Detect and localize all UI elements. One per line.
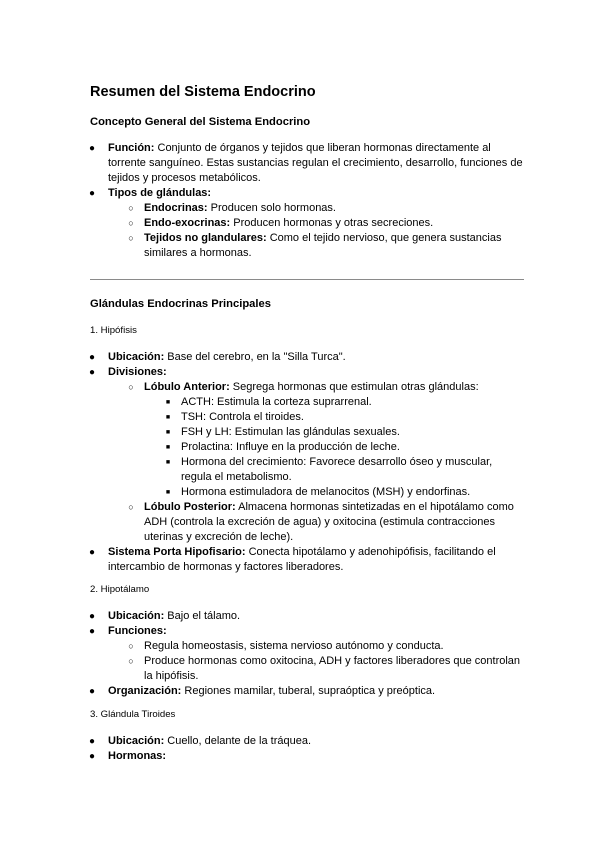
list-item-lobulo-anterior bbox=[144, 380, 479, 395]
bullet-dot-icon: ● bbox=[88, 626, 96, 637]
bullet-circle-icon: ○ bbox=[128, 656, 134, 666]
bullet-dot-icon: ● bbox=[88, 611, 96, 622]
subsection-heading-hipofisis: 1. Hipófisis bbox=[90, 325, 137, 336]
section-heading-concepto: Concepto General del Sistema Endocrino bbox=[90, 116, 311, 128]
list-item-msh: Hormona estimuladora de melanocitos (MSH) y endorfinas. bbox=[181, 486, 471, 498]
label-funcion: Función: bbox=[108, 142, 155, 154]
subsection-heading-hipotalamo: 2. Hipotálamo bbox=[90, 584, 150, 595]
bullet-circle-icon: ○ bbox=[128, 641, 134, 651]
text-line: intercambio de hormonas y factores liberadores. bbox=[108, 561, 344, 573]
text-endocrinas: Producen solo hormonas. bbox=[207, 202, 336, 214]
list-item-lobulo-posterior bbox=[144, 500, 514, 515]
bullet-square-icon: ■ bbox=[165, 399, 171, 406]
text-ubicacion: Bajo el tálamo. bbox=[164, 610, 241, 622]
label-ubicacion: Ubicación: bbox=[108, 735, 165, 747]
bullet-circle-icon: ○ bbox=[128, 203, 134, 213]
label-organizacion: Organización: bbox=[108, 685, 182, 697]
list-item-endocrinas bbox=[144, 201, 336, 216]
bullet-dot-icon: ● bbox=[88, 352, 96, 363]
list-item-organizacion bbox=[108, 684, 435, 699]
label-tejidos: Tejidos no glandulares: bbox=[144, 232, 267, 244]
bullet-circle-icon: ○ bbox=[128, 502, 134, 512]
bullet-square-icon: ■ bbox=[165, 444, 171, 451]
bullet-circle-icon: ○ bbox=[128, 233, 134, 243]
page-title: Resumen del Sistema Endocrino bbox=[90, 84, 316, 100]
list-item-ubicacion bbox=[108, 350, 346, 365]
text-line: tejidos y procesos metabólicos. bbox=[108, 172, 261, 184]
text-line: uterinas y excreción de leche). bbox=[144, 531, 294, 543]
text-ubicacion: Base del cerebro, en la "Silla Turca". bbox=[164, 351, 346, 363]
text-line: similares a hormonas. bbox=[144, 247, 252, 259]
list-item-divisiones: Divisiones: bbox=[108, 366, 167, 378]
bullet-circle-icon: ○ bbox=[128, 382, 134, 392]
list-item-fsh: FSH y LH: Estimulan las glándulas sexuales. bbox=[181, 426, 400, 438]
subsection-heading-tiroides: 3. Glándula Tiroides bbox=[90, 709, 176, 720]
text-sistema-porta: Conecta hipotálamo y adenohipófisis, facilitando el bbox=[245, 546, 496, 558]
horizontal-divider bbox=[90, 279, 524, 280]
list-item-endoexocrinas bbox=[144, 216, 433, 231]
text-line: la hipófisis. bbox=[144, 670, 199, 682]
list-item-hormonas: Hormonas: bbox=[108, 750, 167, 762]
label-ubicacion: Ubicación: bbox=[108, 610, 165, 622]
bullet-dot-icon: ● bbox=[88, 188, 96, 199]
bullet-dot-icon: ● bbox=[88, 547, 96, 558]
list-item-funcion-2: Produce hormonas como oxitocina, ADH y factores liberadores que controlan bbox=[144, 655, 521, 667]
bullet-dot-icon: ● bbox=[88, 367, 96, 378]
label-sistema-porta: Sistema Porta Hipofisario: bbox=[108, 546, 246, 558]
list-item-tsh: TSH: Controla el tiroides. bbox=[181, 411, 304, 423]
list-item-funciones: Funciones: bbox=[108, 625, 167, 637]
list-item-tejidos bbox=[144, 231, 501, 246]
label-endocrinas: Endocrinas: bbox=[144, 202, 208, 214]
list-item-ubicacion bbox=[108, 734, 311, 749]
text-line: torrente sanguíneo. Estas sustancias regulan el crecimiento, desarrollo, funciones de bbox=[108, 157, 523, 169]
label-lobulo-anterior: Lóbulo Anterior: bbox=[144, 381, 230, 393]
list-item-tipos: Tipos de glándulas: bbox=[108, 187, 212, 199]
list-item-sistema-porta bbox=[108, 545, 496, 560]
text-organizacion: Regiones mamilar, tuberal, supraóptica y preóptica. bbox=[181, 685, 436, 697]
text-lobulo-posterior: Almacena hormonas sintetizadas en el hipotálamo como bbox=[235, 501, 514, 513]
label-lobulo-posterior: Lóbulo Posterior: bbox=[144, 501, 236, 513]
bullet-square-icon: ■ bbox=[165, 414, 171, 421]
label-endoexocrinas: Endo-exocrinas: bbox=[144, 217, 231, 229]
text-lobulo-anterior: Segrega hormonas que estimulan otras glándulas: bbox=[229, 381, 479, 393]
bullet-dot-icon: ● bbox=[88, 736, 96, 747]
list-item-gh: Hormona del crecimiento: Favorece desarrollo óseo y muscular, bbox=[181, 456, 493, 468]
text-funcion: Conjunto de órganos y tejidos que liberan hormonas directamente al bbox=[154, 142, 491, 154]
text-tejidos: Como el tejido nervioso, que genera sustancias bbox=[266, 232, 502, 244]
text-line: regula el metabolismo. bbox=[181, 471, 292, 483]
bullet-square-icon: ■ bbox=[165, 459, 171, 466]
label-ubicacion: Ubicación: bbox=[108, 351, 165, 363]
bullet-circle-icon: ○ bbox=[128, 218, 134, 228]
list-item-prolactina: Prolactina: Influye en la producción de leche. bbox=[181, 441, 400, 453]
bullet-dot-icon: ● bbox=[88, 751, 96, 762]
bullet-dot-icon: ● bbox=[88, 143, 96, 154]
text-ubicacion: Cuello, delante de la tráquea. bbox=[164, 735, 312, 747]
bullet-square-icon: ■ bbox=[165, 489, 171, 496]
list-item-funcion-1: Regula homeostasis, sistema nervioso autónomo y conducta. bbox=[144, 640, 444, 652]
section-heading-glandulas: Glándulas Endocrinas Principales bbox=[90, 298, 271, 310]
list-item-acth: ACTH: Estimula la corteza suprarrenal. bbox=[181, 396, 372, 408]
text-line: ADH (controla la excreción de agua) y oxitocina (estimula contracciones bbox=[144, 516, 495, 528]
bullet-square-icon: ■ bbox=[165, 429, 171, 436]
list-item-funcion bbox=[108, 141, 491, 156]
text-endoexocrinas: Producen hormonas y otras secreciones. bbox=[230, 217, 434, 229]
bullet-dot-icon: ● bbox=[88, 686, 96, 697]
list-item-ubicacion bbox=[108, 609, 240, 624]
